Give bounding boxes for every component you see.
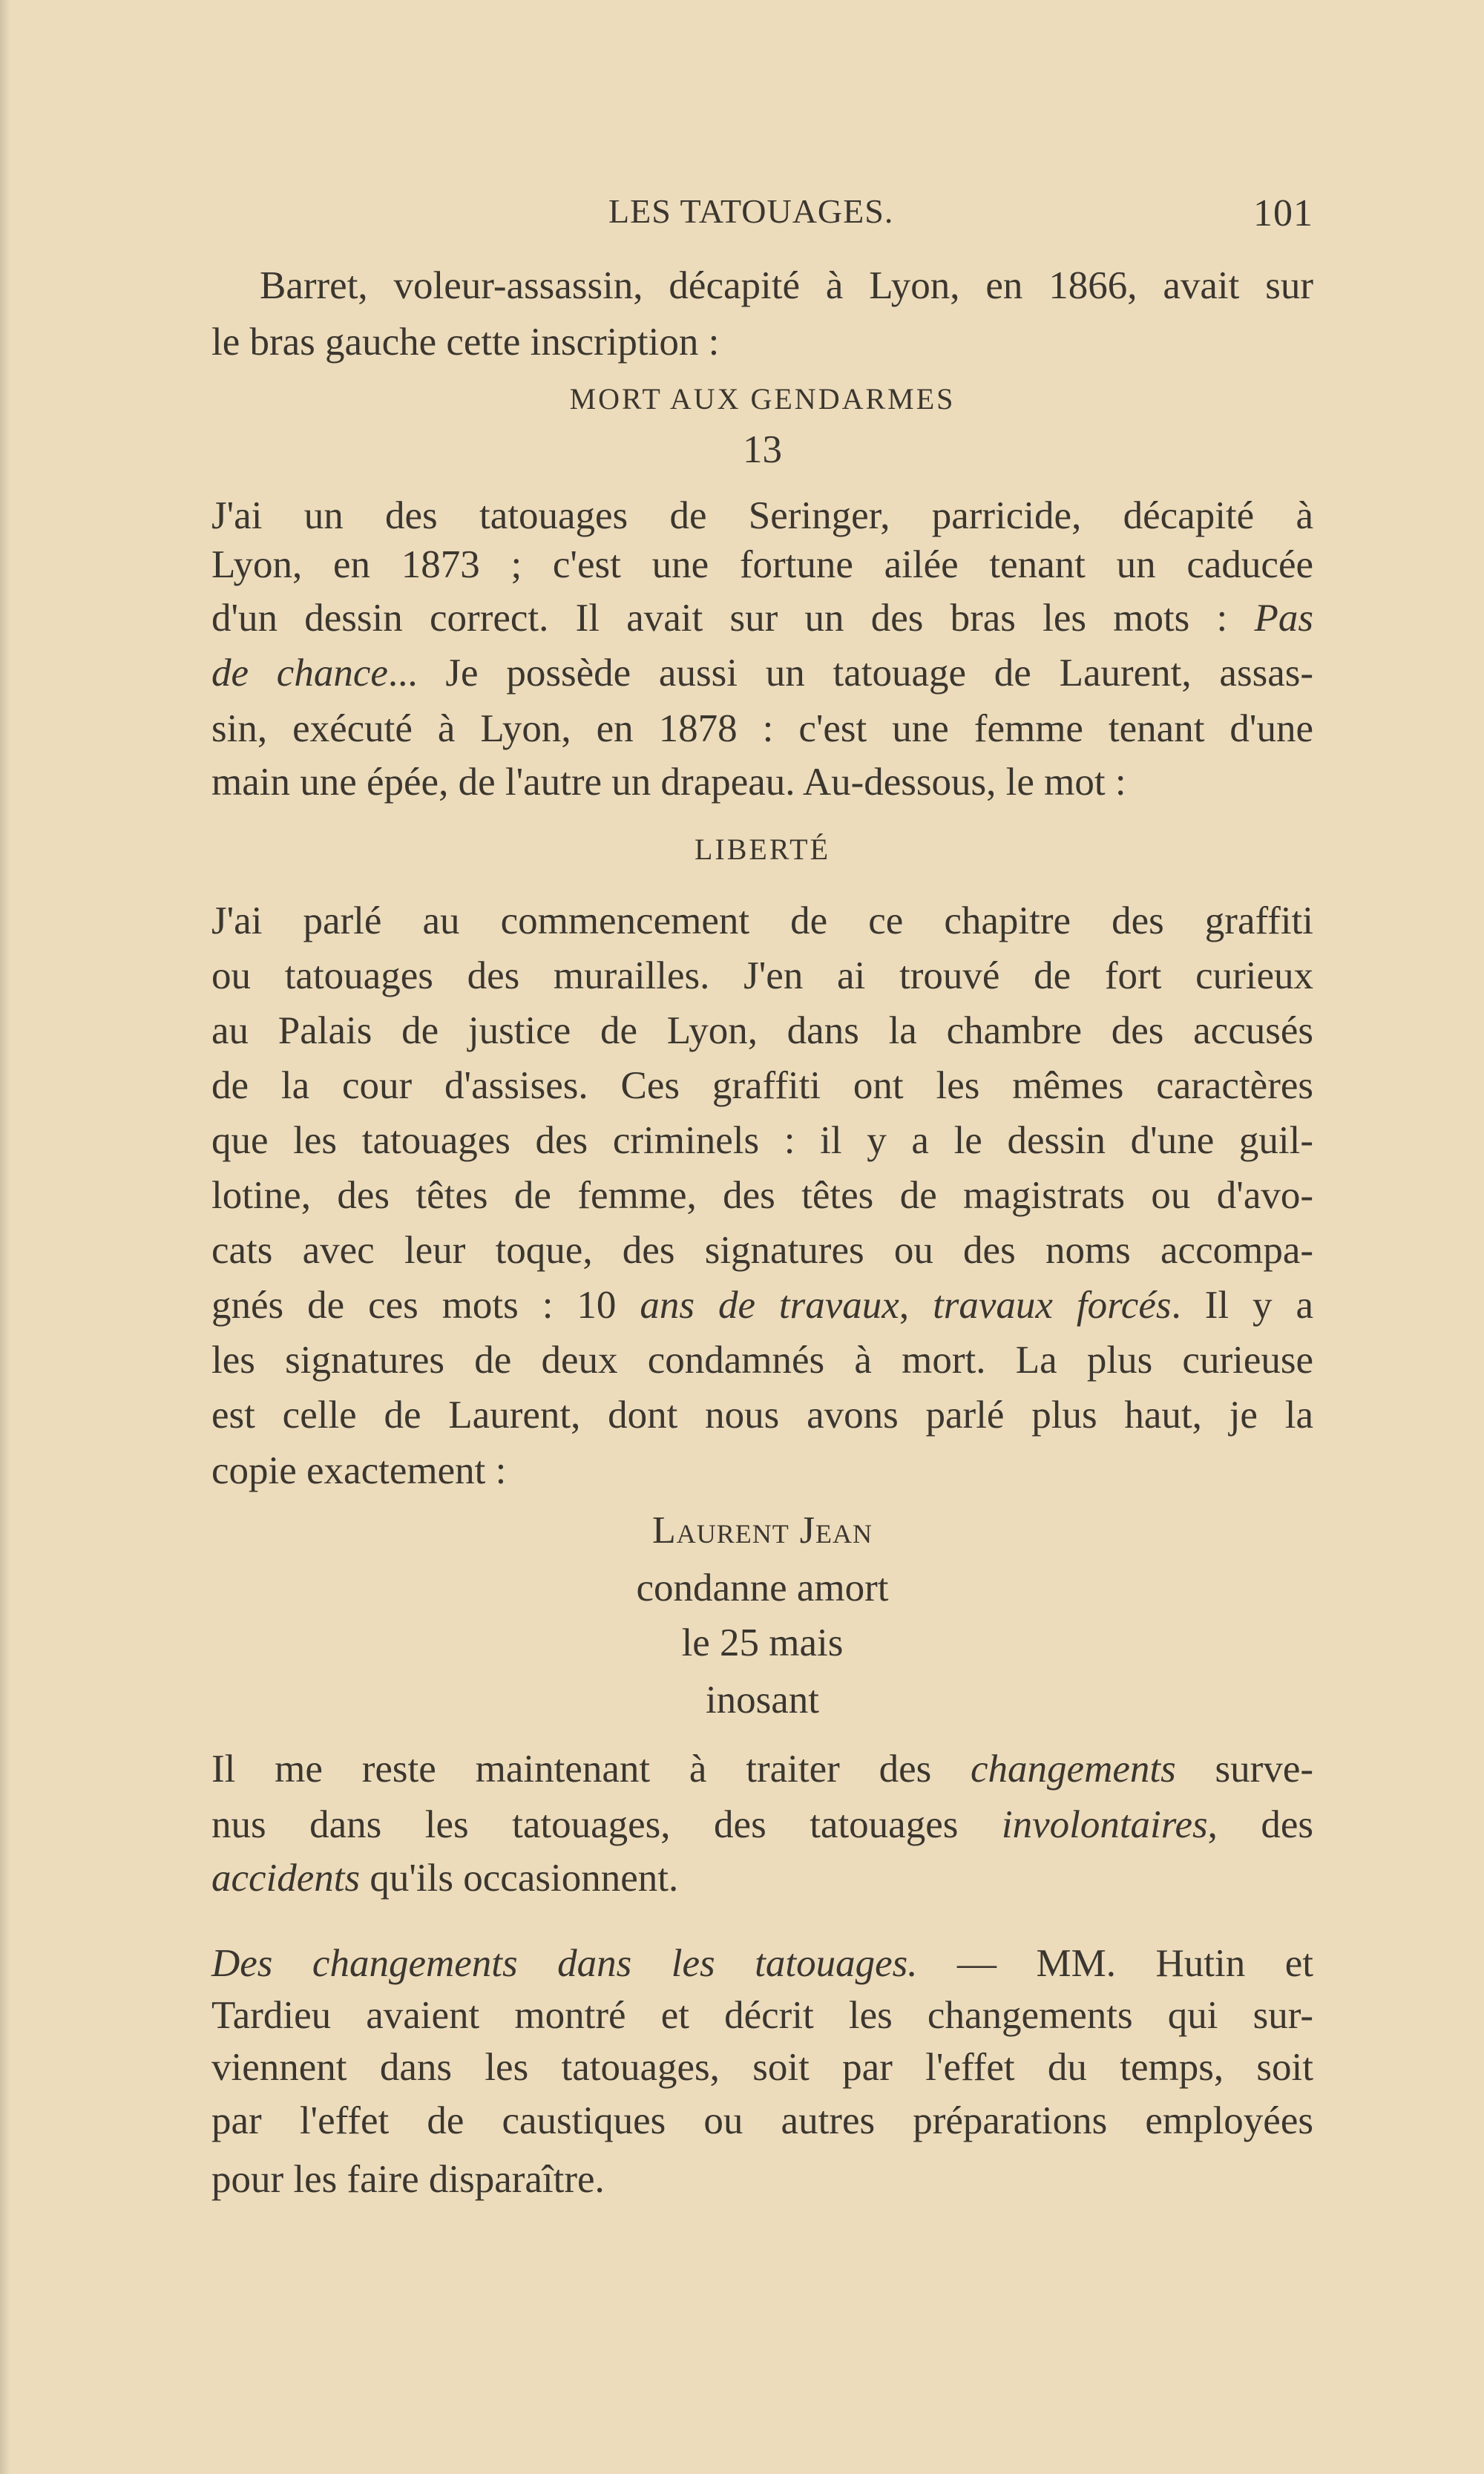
centered-line: MORT AUX GENDARMES: [569, 382, 956, 416]
paragraph-line: [211, 895, 1313, 947]
centered-line: Laurent Jean: [652, 1509, 873, 1552]
text-segment: d'un dessin correct. Il avait sur un des bras les mots :: [211, 597, 1255, 640]
paragraph-line: [211, 756, 1313, 808]
text-segment: que les tatouages des criminels : il y a le dessin d'une guil-: [211, 1119, 1313, 1162]
text-segment: ,: [899, 1284, 933, 1327]
paragraph-line: [211, 2095, 1313, 2147]
text-segment: main une épée, de l'autre un drapeau. Au-dessous, le mot :: [211, 761, 1126, 804]
text-segment: lotine, des têtes de femme, des têtes de magistrats ou d'avo-: [211, 1174, 1313, 1217]
text-segment: de la cour d'assises. Ces graffiti ont les mêmes caractères: [211, 1064, 1313, 1107]
page-edge-shadow: [0, 0, 10, 2474]
text-segment: Tardieu avaient montré et décrit les changements qui sur-: [211, 1994, 1313, 2037]
paragraph-line: [211, 316, 1313, 368]
italic-segment: Des changements dans les tatouages.: [211, 1942, 918, 1985]
text-segment: sin, exécuté à Lyon, en 1878 : c'est une femme tenant d'une: [211, 707, 1313, 750]
centered-line: le 25 mais: [681, 1621, 844, 1664]
paragraph-line: [211, 490, 1313, 542]
paragraph-line: [211, 1445, 1313, 1497]
italic-segment: involontaires: [1001, 1803, 1208, 1846]
text-segment: ... Je possède aussi un tatouage de Laurent, assas-: [387, 652, 1313, 695]
text-segment: copie exactement :: [211, 1449, 507, 1492]
paragraph-line: [211, 2153, 1313, 2205]
italic-segment: accidents: [211, 1857, 361, 1900]
text-segment: les signatures de deux condamnés à mort. La plus curieuse: [211, 1339, 1313, 1382]
page-number: 101: [1253, 192, 1313, 234]
text-segment: qu'ils occasionnent.: [360, 1857, 679, 1900]
text-segment: J'ai un des tatouages de Seringer, parricide, décapité à: [211, 494, 1313, 537]
text-segment: ou tatouages des murailles. J'en ai trouvé de fort curieux: [211, 954, 1313, 997]
text-segment: Lyon, en 1873 ; c'est une fortune ailée tenant un caducée: [211, 543, 1313, 586]
text-segment: — MM. Hutin et: [917, 1942, 1313, 1985]
text-segment: . Il y a: [1171, 1284, 1313, 1327]
centered-line: LIBERTÉ: [694, 833, 830, 866]
text-segment: viennent dans les tatouages, soit par l'effet du temps, soit: [211, 2046, 1313, 2089]
paragraph-line: [211, 1169, 1313, 1221]
italic-segment: de chance: [211, 652, 388, 695]
paragraph-line: [211, 1005, 1313, 1057]
text-segment: le bras gauche cette inscription :: [211, 321, 720, 364]
centered-line: inosant: [705, 1679, 820, 1722]
paragraph-line: [211, 703, 1313, 755]
paragraph-line: [211, 1799, 1313, 1851]
paragraph-line: [211, 1989, 1313, 2041]
paragraph-line: [211, 1937, 1313, 1989]
italic-segment: changements: [971, 1748, 1176, 1791]
italic-segment: ans de travaux: [640, 1284, 899, 1327]
paragraph-line: [211, 592, 1313, 644]
paragraph-line: [211, 1224, 1313, 1276]
paragraph-line: [211, 1389, 1313, 1441]
text-segment: est celle de Laurent, dont nous avons parlé plus haut, je la: [211, 1394, 1313, 1437]
italic-segment: travaux forcés: [933, 1284, 1172, 1327]
paragraph-line: [211, 539, 1313, 591]
paragraph-line: [211, 1334, 1313, 1386]
paragraph-line: [211, 1060, 1313, 1112]
paragraph-line: [211, 1852, 1313, 1904]
text-segment: J'ai parlé au commencement de ce chapitre des graffiti: [211, 899, 1313, 942]
paragraph-line: [211, 1743, 1313, 1795]
running-title: LES TATOUAGES.: [608, 192, 894, 230]
text-segment: par l'effet de caustiques ou autres préparations employées: [211, 2099, 1313, 2142]
text-segment: nus dans les tatouages, des tatouages: [211, 1803, 1002, 1846]
paragraph-line: [211, 2041, 1313, 2093]
text-segment: pour les faire disparaître.: [211, 2158, 605, 2201]
paragraph-line: [211, 950, 1313, 1002]
centered-line: 13: [743, 428, 782, 471]
paragraph-line: [211, 1279, 1313, 1331]
text-segment: gnés de ces mots : 10: [211, 1284, 640, 1327]
text-segment: au Palais de justice de Lyon, dans la chambre des accusés: [211, 1009, 1313, 1052]
text-segment: , des: [1207, 1803, 1313, 1846]
italic-segment: Pas: [1254, 597, 1313, 640]
text-segment: cats avec leur toque, des signatures ou des noms accompa-: [211, 1229, 1313, 1272]
paragraph-line: [211, 647, 1313, 699]
paragraph-line: [211, 1115, 1313, 1167]
text-segment: Barret, voleur-assassin, décapité à Lyon, en 1866, avait sur: [260, 264, 1313, 307]
paragraph-line: [260, 260, 1313, 312]
text-segment: surve-: [1175, 1748, 1313, 1791]
centered-line: condanne amort: [636, 1566, 889, 1610]
text-segment: Il me reste maintenant à traiter des: [211, 1748, 971, 1791]
